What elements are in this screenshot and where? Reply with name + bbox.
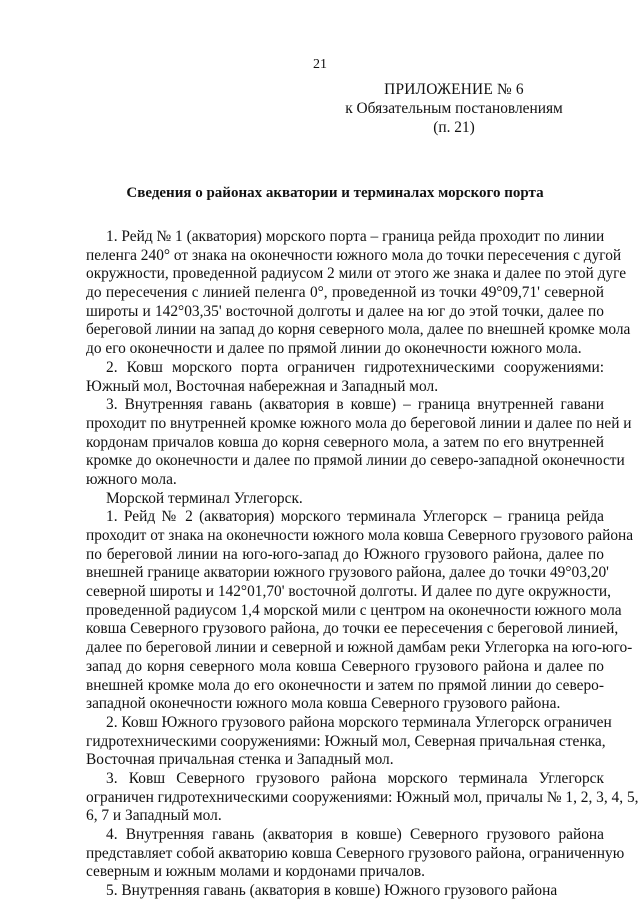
text-line: представляет собой акваторию ковша Северного грузового района, ограниченную <box>86 844 625 862</box>
text-line: проходит от знака на оконечности южного мола ковша Северного грузового района <box>86 527 634 544</box>
document-body <box>86 228 639 901</box>
text-line: 2. Ковш морского порта ограничен гидротехническими сооружениями: <box>106 358 604 376</box>
paragraph <box>86 359 604 396</box>
text-line: пеленга 240° от знака на оконечности южного мола до точки пересечения с дугой <box>86 246 622 264</box>
text-line: проведенной радиусом 1,4 морской мили с центром на оконечности южного мола <box>86 601 622 619</box>
text-line: 1. Рейд № 1 (акватория) морского порта – граница рейда проходит по линии <box>106 228 605 245</box>
appendix-reference: к Обязательным постановлениям <box>345 100 563 117</box>
text-line: 5. Внутренняя гавань (акватория в ковше) Южного грузового района <box>106 882 558 900</box>
text-line: северной широты и 142°01,70' восточной долготы. И далее по дуге окружности, <box>86 583 611 601</box>
text-line: окружности, проведенной радиусом 2 мили от этого же знака и далее по этой дуге <box>86 265 627 283</box>
text-line: 2. Ковш Южного грузового района морского терминала Углегорск ограничен <box>106 713 612 731</box>
text-line: проходит по внутренней кромке южного мола до береговой линии и далее по ней и <box>86 414 632 432</box>
text-line: внешней границе акватории южного грузового района, далее до точки 49°03,20' <box>86 564 609 582</box>
paragraph <box>86 228 631 359</box>
paragraph <box>86 508 634 714</box>
text-line: 3. Ковш Северного грузового района морского терминала Углегорск <box>106 769 604 787</box>
paragraph <box>86 396 632 489</box>
text-line: до пересечения с линией пеленга 0°, проведенной из точки 49°09,71' северной <box>86 284 604 302</box>
text-line: запад до корня северного мола ковша Северного грузового района и далее по <box>86 657 604 675</box>
appendix-clause: (п. 21) <box>433 119 475 136</box>
paragraph <box>86 769 639 826</box>
text-line: кромке до оконечности и далее по прямой линии до северо-западной оконечности <box>86 452 625 470</box>
text-line: по береговой линии на юго-юго-запад до Южного грузового района, далее по <box>86 545 604 563</box>
text-line: гидротехническими сооружениями: Южный мол, Северная причальная стенка, <box>86 732 606 750</box>
page-number: 21 <box>313 57 327 72</box>
paragraph <box>86 490 604 509</box>
appendix-title: ПРИЛОЖЕНИЕ № 6 <box>384 81 524 98</box>
text-line: северным и южным молами и кордонами причалов. <box>86 863 426 881</box>
text-line: Восточная причальная стенка и Западный мол. <box>86 751 394 769</box>
paragraph <box>86 713 612 770</box>
text-line: внешней кромке мола до его оконечности и затем по прямой линии до северо- <box>86 676 604 694</box>
text-line: далее по береговой линии и северной и южной дамбам реки Углегорка на юго-юго- <box>86 639 633 657</box>
text-line: 4. Внутренняя гавань (акватория в ковше) Северного грузового района <box>106 826 604 843</box>
text-line: Морской терминал Углегорск. <box>106 489 303 507</box>
paragraph <box>86 882 604 901</box>
text-line: кордонам причалов ковша до корня северного мола, а затем по его внутренней <box>86 433 604 451</box>
document-title: Сведения о районах акватории и терминалах морского порта <box>126 185 544 201</box>
text-line: ковша Северного грузового района, до точки ее пересечения с береговой линией, <box>86 620 619 638</box>
text-line: южного мола. <box>86 470 177 488</box>
text-line: 1. Рейд № 2 (акватория) морского терминала Углегорск – граница рейда <box>106 508 604 526</box>
text-line: Южный мол, Восточная набережная и Западный мол. <box>86 377 439 395</box>
text-line: береговой линии на запад до корня северного мола, далее по внешней кромке мола <box>86 321 631 339</box>
paragraph <box>86 826 625 882</box>
text-line: западной оконечности южного мола ковша Северного грузового района. <box>86 695 561 713</box>
appendix-header <box>324 80 584 137</box>
text-line: широты и 142°03,35' восточной долготы и далее на юг до этой точки, далее по <box>86 302 604 320</box>
text-line: 6, 7 и Западный мол. <box>86 807 222 825</box>
text-line: ограничен гидротехническими сооружениями: Южный мол, причалы № 1, 2, 3, 4, 5, <box>86 788 639 806</box>
text-line: 3. Внутренняя гавань (акватория в ковше) – граница внутренней гавани <box>106 396 604 414</box>
text-line: до его оконечности и далее по прямой линии до оконечности южного мола. <box>86 340 582 358</box>
